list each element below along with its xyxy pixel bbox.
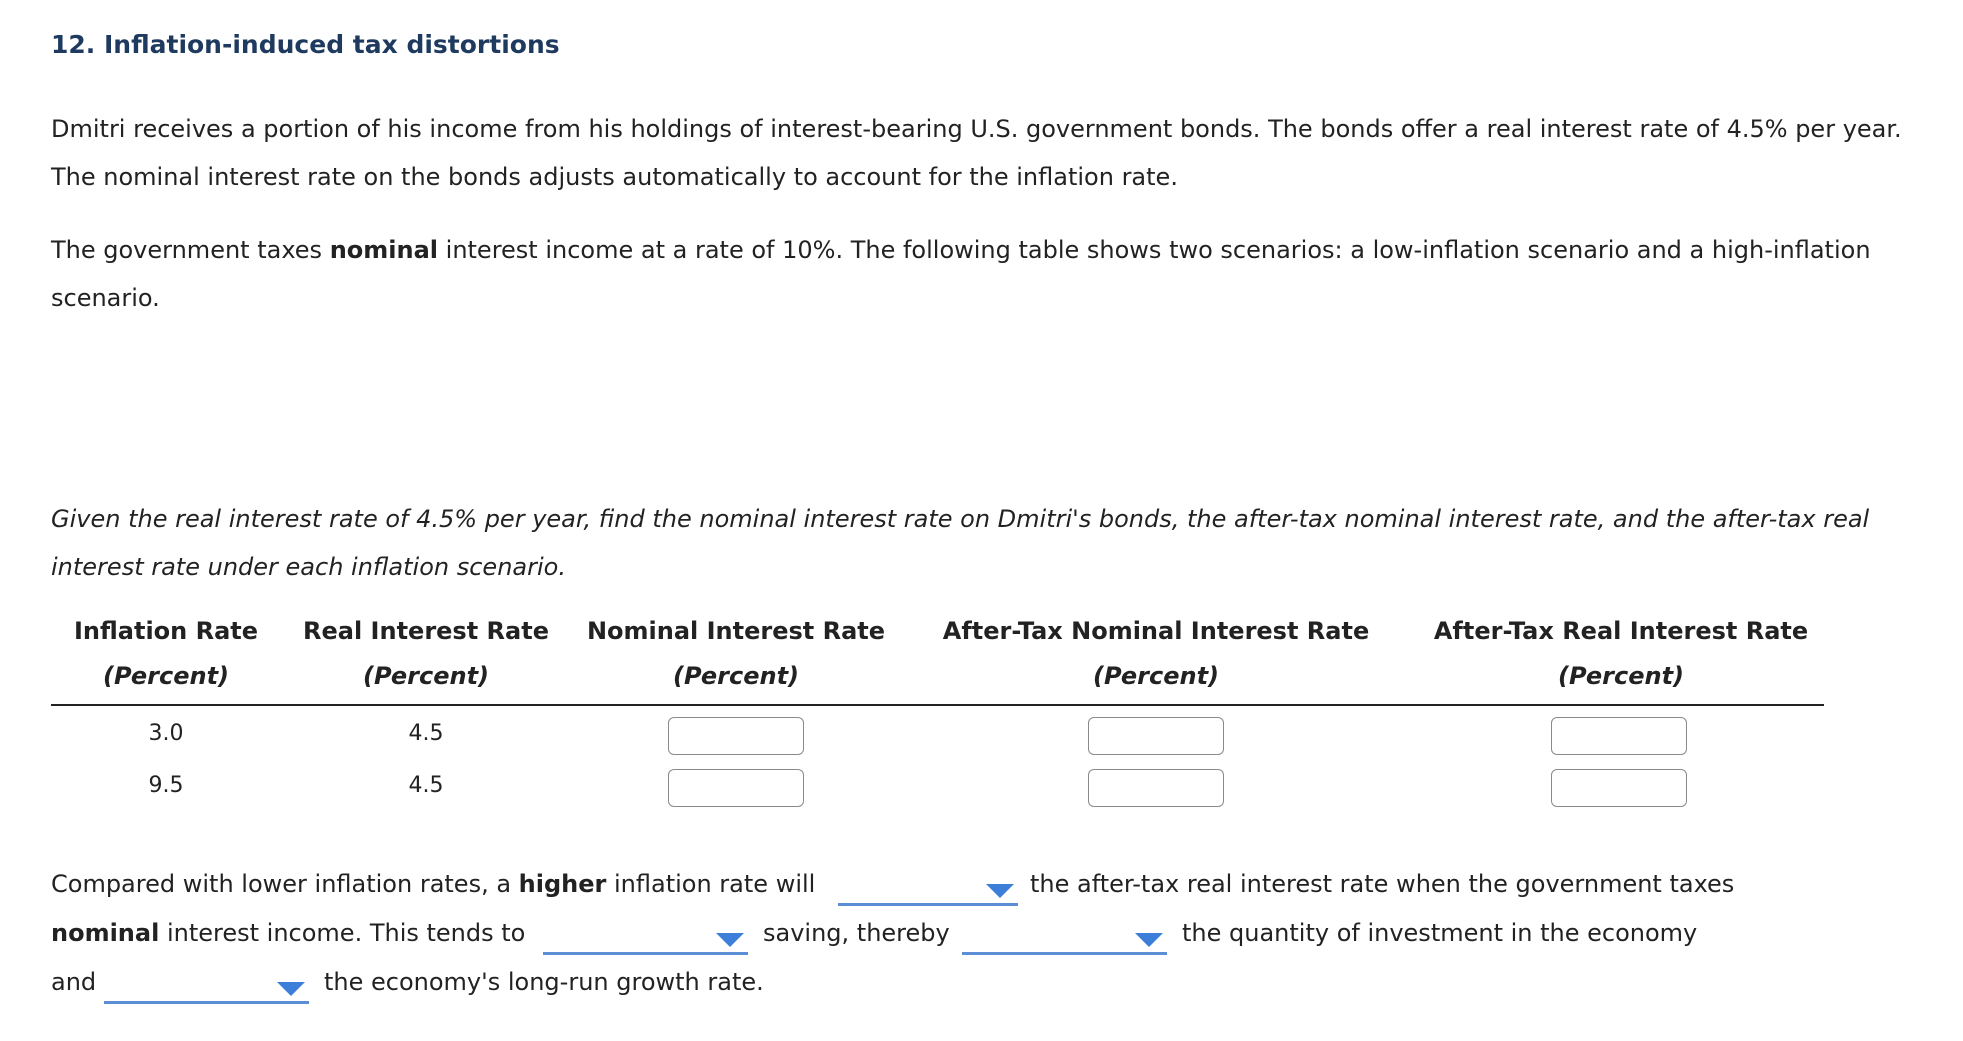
- row1-after-tax-nominal-input[interactable]: [1088, 717, 1224, 755]
- question-title: 12. Inflation-induced tax distortions: [51, 30, 560, 59]
- instructions-paragraph: Given the real interest rate of 4.5% per year, find the nominal interest rate on Dmitri's bonds, the after-tax nominal interest rate, and the after-tax real interest rate under each inflation scenario.: [51, 505, 1870, 581]
- s1-text-b: inflation rate will: [606, 870, 816, 898]
- conclusion-line-3-start: and: [51, 968, 97, 996]
- dropdown-after-tax-real-effect[interactable]: [838, 872, 1018, 906]
- conclusion-line-2-end: the quantity of investment in the economy: [1182, 919, 1698, 947]
- col-header-inflation: Inflation Rate: [73, 617, 259, 645]
- s1-text-a: Compared with lower inflation rates, a: [51, 870, 519, 898]
- p2-bold: nominal: [329, 236, 439, 264]
- p2-text-b: interest income at a rate of 10%. The following table shows two scenarios: a low-inflation scenario and a high-inflation scenario.: [51, 236, 1871, 312]
- dropdown-growth-effect[interactable]: [104, 970, 309, 1004]
- conclusion-line-1-start: [51, 870, 815, 898]
- chevron-down-icon: [1135, 933, 1163, 947]
- conclusion-line-3-end: the economy's long-run growth rate.: [324, 968, 764, 996]
- dropdown-investment-effect[interactable]: [962, 921, 1167, 955]
- p2-text-a: The government taxes: [51, 236, 330, 264]
- s2-text-a: interest income. This tends to: [159, 919, 526, 947]
- col-header-after-tax-nominal: After-Tax Nominal Interest Rate: [942, 617, 1370, 645]
- col-unit-after-tax-nominal: (Percent): [1092, 662, 1220, 690]
- col-unit-inflation: (Percent): [102, 662, 230, 690]
- conclusion-line-1-end: the after-tax real interest rate when the government taxes: [1030, 870, 1735, 898]
- row2-nominal-input[interactable]: [668, 769, 804, 807]
- col-header-after-tax-real: After-Tax Real Interest Rate: [1433, 617, 1809, 645]
- row2-after-tax-nominal-input[interactable]: [1088, 769, 1224, 807]
- row2-after-tax-real-input[interactable]: [1551, 769, 1687, 807]
- row2-inflation: 9.5: [148, 773, 184, 798]
- row1-real: 4.5: [408, 721, 444, 746]
- row1-after-tax-real-input[interactable]: [1551, 717, 1687, 755]
- row1-inflation: 3.0: [148, 721, 184, 746]
- row1-nominal-input[interactable]: [668, 717, 804, 755]
- conclusion-line-2-start: [51, 919, 525, 947]
- col-unit-real: (Percent): [362, 662, 490, 690]
- s2-bold: nominal: [51, 919, 160, 947]
- chevron-down-icon: [986, 884, 1014, 898]
- conclusion-line-2-mid: saving, thereby: [763, 919, 950, 947]
- col-unit-nominal: (Percent): [672, 662, 800, 690]
- intro-paragraph-1: Dmitri receives a portion of his income from his holdings of interest-bearing U.S. government bonds. The bonds offer a real interest rate of 4.5% per year. The nominal interest rate on the bonds adjusts automatically to account for the inflation rate.: [51, 115, 1902, 191]
- col-header-nominal: Nominal Interest Rate: [586, 617, 886, 645]
- row2-real: 4.5: [408, 773, 444, 798]
- header-divider: [51, 704, 1824, 706]
- s1-bold: higher: [518, 870, 607, 898]
- col-header-real: Real Interest Rate: [303, 617, 549, 645]
- dropdown-saving-effect[interactable]: [543, 921, 748, 955]
- chevron-down-icon: [716, 933, 744, 947]
- col-unit-after-tax-real: (Percent): [1557, 662, 1685, 690]
- chevron-down-icon: [277, 982, 305, 996]
- intro-paragraph-2: [51, 226, 1921, 322]
